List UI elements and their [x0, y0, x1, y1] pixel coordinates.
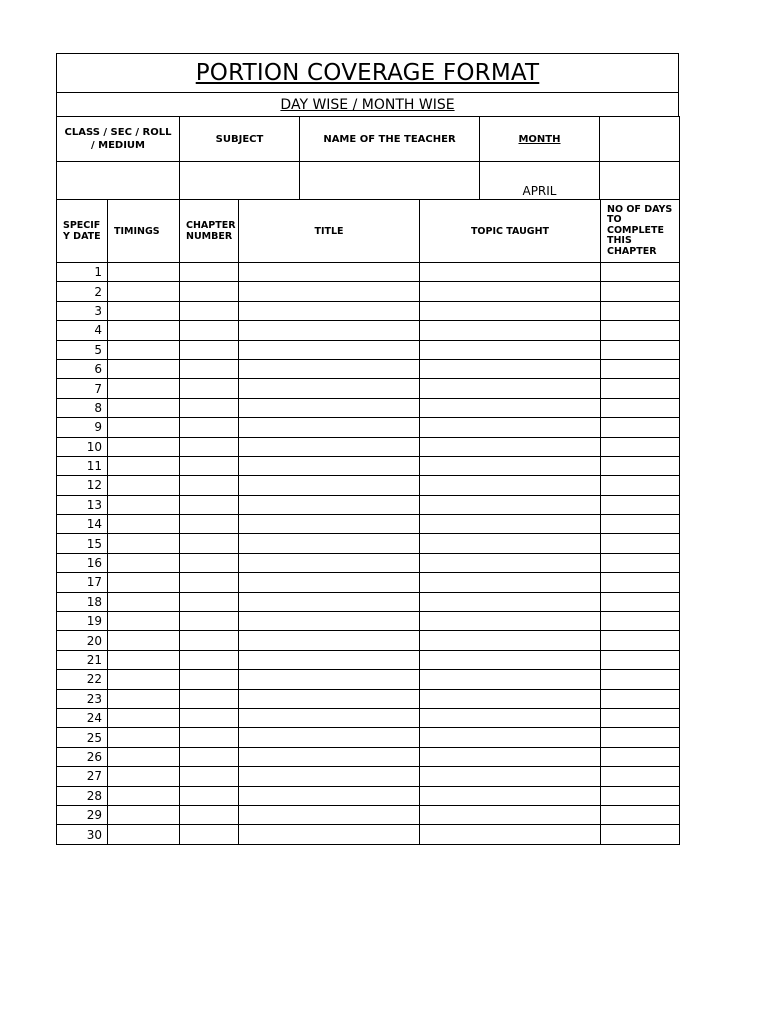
timings-cell[interactable] — [108, 825, 180, 844]
topic-taught-cell[interactable] — [420, 670, 601, 689]
table-row — [57, 321, 680, 340]
topic-taught-cell[interactable] — [420, 689, 601, 708]
title-cell[interactable] — [239, 534, 420, 553]
chapter-number-cell[interactable] — [180, 728, 239, 747]
days-to-complete-cell[interactable] — [601, 418, 680, 437]
days-to-complete-cell[interactable] — [601, 631, 680, 650]
subject-label: SUBJECT — [180, 117, 300, 162]
days-to-complete-cell[interactable] — [601, 670, 680, 689]
topic-taught-cell[interactable] — [420, 379, 601, 398]
chapter-number-cell[interactable] — [180, 592, 239, 611]
table-row — [57, 398, 680, 417]
timings-cell[interactable] — [108, 321, 180, 340]
timings-cell[interactable] — [108, 379, 180, 398]
chapter-number-cell[interactable] — [180, 456, 239, 475]
topic-taught-cell[interactable] — [420, 786, 601, 805]
table-row — [57, 301, 680, 320]
date-cell: 8 — [57, 398, 108, 417]
topic-taught-cell[interactable] — [420, 825, 601, 844]
date-cell: 16 — [57, 553, 108, 572]
topic-taught-cell[interactable] — [420, 398, 601, 417]
table-row — [57, 708, 680, 727]
date-cell: 18 — [57, 592, 108, 611]
title-cell[interactable] — [239, 476, 420, 495]
chapter-number-cell[interactable] — [180, 437, 239, 456]
table-row — [57, 495, 680, 514]
title-cell[interactable] — [239, 340, 420, 359]
title-cell[interactable] — [239, 592, 420, 611]
date-cell: 25 — [57, 728, 108, 747]
topic-taught-cell[interactable] — [420, 476, 601, 495]
chapter-number-cell[interactable] — [180, 786, 239, 805]
title-cell[interactable] — [239, 805, 420, 824]
topic-taught-cell[interactable] — [420, 728, 601, 747]
date-cell: 26 — [57, 747, 108, 766]
topic-taught-cell[interactable] — [420, 456, 601, 475]
topic-taught-cell[interactable] — [420, 592, 601, 611]
timings-cell[interactable] — [108, 553, 180, 572]
form-title: PORTION COVERAGE FORMAT — [57, 54, 679, 93]
chapter-number-cell[interactable] — [180, 534, 239, 553]
title-cell[interactable] — [239, 301, 420, 320]
teacher-name-field[interactable] — [300, 162, 480, 200]
days-to-complete-cell[interactable] — [601, 282, 680, 301]
days-to-complete-cell[interactable] — [601, 534, 680, 553]
timings-cell[interactable] — [108, 805, 180, 824]
table-row — [57, 670, 680, 689]
days-to-complete-cell[interactable] — [601, 379, 680, 398]
timings-cell[interactable] — [108, 786, 180, 805]
date-cell: 7 — [57, 379, 108, 398]
class-sec-roll-medium-field[interactable] — [57, 162, 180, 200]
days-to-complete-cell[interactable] — [601, 612, 680, 631]
title-cell[interactable] — [239, 263, 420, 282]
title-cell[interactable] — [239, 670, 420, 689]
title-cell[interactable] — [239, 728, 420, 747]
class-sec-roll-medium-label: CLASS / SEC / ROLL / MEDIUM — [57, 117, 180, 162]
info-extra-field[interactable] — [600, 162, 680, 200]
date-cell: 9 — [57, 418, 108, 437]
chapter-number-cell[interactable] — [180, 379, 239, 398]
days-to-complete-cell[interactable] — [601, 515, 680, 534]
table-row — [57, 786, 680, 805]
table-row — [57, 340, 680, 359]
date-cell: 5 — [57, 340, 108, 359]
timings-cell[interactable] — [108, 456, 180, 475]
table-row — [57, 728, 680, 747]
date-cell: 28 — [57, 786, 108, 805]
date-cell: 17 — [57, 573, 108, 592]
info-extra-label — [600, 117, 680, 162]
title-cell[interactable] — [239, 747, 420, 766]
timings-cell[interactable] — [108, 689, 180, 708]
timings-cell[interactable] — [108, 573, 180, 592]
title-cell[interactable] — [239, 418, 420, 437]
chapter-number-cell[interactable] — [180, 301, 239, 320]
table-row — [57, 805, 680, 824]
chapter-number-cell[interactable] — [180, 553, 239, 572]
topic-taught-cell[interactable] — [420, 495, 601, 514]
chapter-number-cell[interactable] — [180, 612, 239, 631]
month-label: MONTH — [480, 117, 600, 162]
title-cell[interactable] — [239, 398, 420, 417]
topic-taught-cell[interactable] — [420, 437, 601, 456]
chapter-number-cell[interactable] — [180, 767, 239, 786]
chapter-number-cell[interactable] — [180, 670, 239, 689]
form-subtitle: DAY WISE / MONTH WISE — [57, 93, 679, 117]
days-to-complete-cell[interactable] — [601, 650, 680, 669]
topic-taught-cell[interactable] — [420, 515, 601, 534]
date-cell: 21 — [57, 650, 108, 669]
table-row — [57, 650, 680, 669]
title-cell[interactable] — [239, 553, 420, 572]
table-row — [57, 359, 680, 378]
title-cell[interactable] — [239, 767, 420, 786]
days-to-complete-cell[interactable] — [601, 592, 680, 611]
topic-taught-cell[interactable] — [420, 805, 601, 824]
date-cell: 4 — [57, 321, 108, 340]
topic-taught-cell[interactable] — [420, 573, 601, 592]
table-row — [57, 456, 680, 475]
timings-cell[interactable] — [108, 708, 180, 727]
timings-cell[interactable] — [108, 747, 180, 766]
title-cell[interactable] — [239, 650, 420, 669]
days-to-complete-cell[interactable] — [601, 437, 680, 456]
portion-coverage-form — [56, 53, 679, 845]
date-cell: 14 — [57, 515, 108, 534]
table-row — [57, 573, 680, 592]
topic-taught-cell[interactable] — [420, 553, 601, 572]
column-header-chapter-number: CHAPTER NUMBER — [180, 200, 239, 263]
days-to-complete-cell[interactable] — [601, 767, 680, 786]
table-row — [57, 689, 680, 708]
timings-cell[interactable] — [108, 534, 180, 553]
title-cell[interactable] — [239, 515, 420, 534]
days-to-complete-cell[interactable] — [601, 689, 680, 708]
timings-cell[interactable] — [108, 631, 180, 650]
table-row — [57, 612, 680, 631]
topic-taught-cell[interactable] — [420, 359, 601, 378]
title-cell[interactable] — [239, 573, 420, 592]
column-header-timings: TIMINGS — [108, 200, 180, 263]
chapter-number-cell[interactable] — [180, 573, 239, 592]
topic-taught-cell[interactable] — [420, 612, 601, 631]
month-field[interactable]: APRIL — [480, 162, 600, 200]
timings-cell[interactable] — [108, 301, 180, 320]
topic-taught-cell[interactable] — [420, 282, 601, 301]
topic-taught-cell[interactable] — [420, 301, 601, 320]
topic-taught-cell[interactable] — [420, 631, 601, 650]
timings-cell[interactable] — [108, 767, 180, 786]
date-cell: 3 — [57, 301, 108, 320]
topic-taught-cell[interactable] — [420, 650, 601, 669]
date-cell: 19 — [57, 612, 108, 631]
column-header-title: TITLE — [239, 200, 420, 263]
timings-cell[interactable] — [108, 359, 180, 378]
chapter-number-cell[interactable] — [180, 747, 239, 766]
date-cell: 12 — [57, 476, 108, 495]
days-to-complete-cell[interactable] — [601, 708, 680, 727]
topic-taught-cell[interactable] — [420, 534, 601, 553]
date-cell: 10 — [57, 437, 108, 456]
topic-taught-cell[interactable] — [420, 321, 601, 340]
chapter-number-cell[interactable] — [180, 708, 239, 727]
date-cell: 27 — [57, 767, 108, 786]
chapter-number-cell[interactable] — [180, 263, 239, 282]
column-header-topic-taught: TOPIC TAUGHT — [420, 200, 601, 263]
chapter-number-cell[interactable] — [180, 805, 239, 824]
topic-taught-cell[interactable] — [420, 767, 601, 786]
column-header-days-to-complete: NO OF DAYS TO COMPLETE THIS CHAPTER — [601, 200, 680, 263]
chapter-number-cell[interactable] — [180, 825, 239, 844]
portion-log-body — [57, 263, 680, 845]
subject-field[interactable] — [180, 162, 300, 200]
table-row — [57, 476, 680, 495]
days-to-complete-cell[interactable] — [601, 359, 680, 378]
table-row — [57, 747, 680, 766]
chapter-number-cell[interactable] — [180, 398, 239, 417]
timings-cell[interactable] — [108, 592, 180, 611]
table-row — [57, 825, 680, 844]
title-cell[interactable] — [239, 282, 420, 301]
date-cell: 6 — [57, 359, 108, 378]
days-to-complete-cell[interactable] — [601, 553, 680, 572]
chapter-number-cell[interactable] — [180, 631, 239, 650]
days-to-complete-cell[interactable] — [601, 263, 680, 282]
chapter-number-cell[interactable] — [180, 515, 239, 534]
days-to-complete-cell[interactable] — [601, 825, 680, 844]
title-cell[interactable] — [239, 321, 420, 340]
title-cell[interactable] — [239, 359, 420, 378]
chapter-number-cell[interactable] — [180, 359, 239, 378]
days-to-complete-cell[interactable] — [601, 495, 680, 514]
date-cell: 15 — [57, 534, 108, 553]
chapter-number-cell[interactable] — [180, 650, 239, 669]
chapter-number-cell[interactable] — [180, 495, 239, 514]
timings-cell[interactable] — [108, 495, 180, 514]
date-cell: 30 — [57, 825, 108, 844]
date-cell: 23 — [57, 689, 108, 708]
timings-cell[interactable] — [108, 670, 180, 689]
table-row — [57, 534, 680, 553]
portion-log-table — [56, 199, 680, 845]
table-row — [57, 282, 680, 301]
chapter-number-cell[interactable] — [180, 689, 239, 708]
timings-cell[interactable] — [108, 340, 180, 359]
table-row — [57, 379, 680, 398]
table-row — [57, 767, 680, 786]
title-cell[interactable] — [239, 456, 420, 475]
info-table — [56, 116, 680, 200]
title-cell[interactable] — [239, 786, 420, 805]
title-cell[interactable] — [239, 495, 420, 514]
title-cell[interactable] — [239, 708, 420, 727]
timings-cell[interactable] — [108, 282, 180, 301]
timings-cell[interactable] — [108, 612, 180, 631]
timings-cell[interactable] — [108, 418, 180, 437]
date-cell: 22 — [57, 670, 108, 689]
topic-taught-cell[interactable] — [420, 340, 601, 359]
timings-cell[interactable] — [108, 476, 180, 495]
title-cell[interactable] — [239, 825, 420, 844]
days-to-complete-cell[interactable] — [601, 747, 680, 766]
title-cell[interactable] — [239, 612, 420, 631]
chapter-number-cell[interactable] — [180, 476, 239, 495]
chapter-number-cell[interactable] — [180, 340, 239, 359]
days-to-complete-cell[interactable] — [601, 476, 680, 495]
days-to-complete-cell[interactable] — [601, 456, 680, 475]
table-row — [57, 437, 680, 456]
timings-cell[interactable] — [108, 437, 180, 456]
timings-cell[interactable] — [108, 398, 180, 417]
days-to-complete-cell[interactable] — [601, 340, 680, 359]
topic-taught-cell[interactable] — [420, 418, 601, 437]
form-title-table — [56, 53, 679, 117]
topic-taught-cell[interactable] — [420, 263, 601, 282]
date-cell: 24 — [57, 708, 108, 727]
date-cell: 20 — [57, 631, 108, 650]
column-header-date: SPECIF Y DATE — [57, 200, 108, 263]
date-cell: 29 — [57, 805, 108, 824]
days-to-complete-cell[interactable] — [601, 728, 680, 747]
timings-cell[interactable] — [108, 650, 180, 669]
title-cell[interactable] — [239, 437, 420, 456]
days-to-complete-cell[interactable] — [601, 321, 680, 340]
table-row — [57, 631, 680, 650]
title-cell[interactable] — [239, 689, 420, 708]
date-cell: 13 — [57, 495, 108, 514]
date-cell: 11 — [57, 456, 108, 475]
title-cell[interactable] — [239, 631, 420, 650]
table-row — [57, 515, 680, 534]
days-to-complete-cell[interactable] — [601, 301, 680, 320]
teacher-name-label: NAME OF THE TEACHER — [300, 117, 480, 162]
chapter-number-cell[interactable] — [180, 321, 239, 340]
chapter-number-cell[interactable] — [180, 282, 239, 301]
table-row — [57, 418, 680, 437]
date-cell: 2 — [57, 282, 108, 301]
topic-taught-cell[interactable] — [420, 747, 601, 766]
days-to-complete-cell[interactable] — [601, 398, 680, 417]
table-row — [57, 263, 680, 282]
timings-cell[interactable] — [108, 728, 180, 747]
timings-cell[interactable] — [108, 515, 180, 534]
table-row — [57, 553, 680, 572]
days-to-complete-cell[interactable] — [601, 573, 680, 592]
days-to-complete-cell[interactable] — [601, 786, 680, 805]
timings-cell[interactable] — [108, 263, 180, 282]
topic-taught-cell[interactable] — [420, 708, 601, 727]
title-cell[interactable] — [239, 379, 420, 398]
chapter-number-cell[interactable] — [180, 418, 239, 437]
date-cell: 1 — [57, 263, 108, 282]
table-row — [57, 592, 680, 611]
days-to-complete-cell[interactable] — [601, 805, 680, 824]
